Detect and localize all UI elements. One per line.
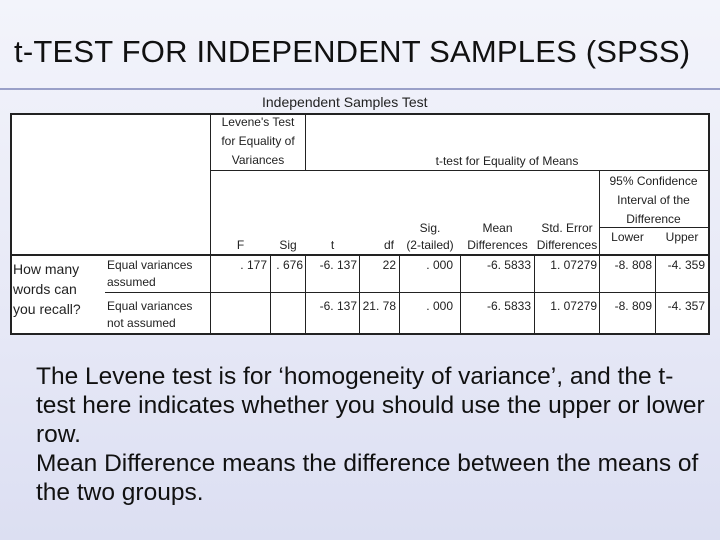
- row-2-t: -6. 137: [319, 299, 357, 313]
- spss-output-table: [10, 113, 710, 335]
- row-2-upper: -4. 357: [667, 299, 705, 313]
- row-1-label: [107, 257, 210, 291]
- col-sig: Sig: [279, 238, 297, 252]
- row-1-mean-diff: -6. 5833: [486, 258, 531, 272]
- table-border-top: [10, 113, 710, 115]
- table-border-right: [708, 113, 710, 335]
- col-std-err: [535, 221, 599, 252]
- row-2-label: [107, 298, 210, 332]
- levene-header-line-2: for Equality of: [221, 134, 295, 148]
- col-std-err-line-2: Differences: [536, 238, 598, 252]
- slide-title: t-TEST FOR INDEPENDENT SAMPLES (SPSS): [14, 34, 691, 69]
- row-2-mean-diff: -6. 5833: [486, 299, 531, 313]
- table-border-bottom: [10, 333, 710, 335]
- col-df: df: [383, 238, 394, 252]
- row-1-t: -6. 137: [319, 258, 357, 272]
- row-group-label-line-3: you recall?: [13, 301, 81, 317]
- header-rule-main: [10, 254, 710, 256]
- row-2-label-line-2: not assumed: [107, 316, 176, 330]
- col-mean-diff: [461, 221, 534, 252]
- explanation-paragraph-2: Mean Difference means the difference between the means of the two groups.: [36, 450, 699, 506]
- table-border-left: [10, 113, 12, 335]
- row-1-df: 22: [382, 258, 396, 272]
- col-sig2: [400, 221, 460, 252]
- col-sig2-line-2: (2-tailed): [406, 238, 454, 252]
- row-1-sig: . 676: [276, 258, 303, 272]
- col-mean-diff-line-2: Differences: [467, 238, 528, 252]
- levene-header: [211, 115, 305, 167]
- row-1-std-err: 1. 07279: [550, 258, 597, 272]
- table-caption: Independent Samples Test: [262, 94, 428, 110]
- ci-header-line-3: Difference: [626, 212, 681, 226]
- header-rule-1: [210, 170, 708, 171]
- row-2-df: 21. 78: [362, 299, 396, 313]
- row-2-sig2: . 000: [426, 299, 453, 313]
- row-2-lower: -8. 809: [614, 299, 652, 313]
- ci-header-line-1: 95% Confidence: [609, 174, 698, 188]
- row-2-label-line-1: Equal variances: [107, 299, 193, 313]
- col-std-err-line-1: Std. Error: [541, 221, 593, 235]
- explanation-paragraph-1: The Levene test is for ‘homogeneity of variance’, and the t-test here indicates whether you should use the upper or lower row.: [36, 363, 705, 448]
- ttest-header: t-test for Equality of Means: [435, 154, 579, 168]
- row-1-F: . 177: [240, 258, 267, 272]
- header-rule-ci: [599, 227, 708, 228]
- row-1-upper: -4. 359: [667, 258, 705, 272]
- row-separator: [105, 292, 710, 293]
- col-t: t: [330, 238, 335, 252]
- col-lower: Lower: [611, 230, 644, 244]
- ci-header: [599, 174, 708, 226]
- col-mean-diff-line-1: Mean: [482, 221, 513, 235]
- levene-header-line-1: Levene's Test: [221, 115, 295, 129]
- row-group-label: [13, 259, 105, 319]
- row-1-label-line-2: assumed: [107, 275, 156, 289]
- explanation-text: [36, 362, 706, 507]
- row-1-sig2: . 000: [426, 258, 453, 272]
- row-group-label-line-2: words can: [13, 281, 77, 297]
- row-1-label-line-1: Equal variances: [107, 258, 193, 272]
- levene-header-line-3: Variances: [231, 153, 285, 167]
- row-1-lower: -8. 808: [614, 258, 652, 272]
- col-upper: Upper: [665, 230, 699, 244]
- row-group-label-line-1: How many: [13, 261, 80, 277]
- col-sig2-line-1: Sig.: [419, 221, 441, 235]
- col-F: F: [236, 238, 245, 252]
- row-2-std-err: 1. 07279: [550, 299, 597, 313]
- title-divider: [0, 88, 720, 90]
- ci-header-line-2: Interval of the: [617, 193, 690, 207]
